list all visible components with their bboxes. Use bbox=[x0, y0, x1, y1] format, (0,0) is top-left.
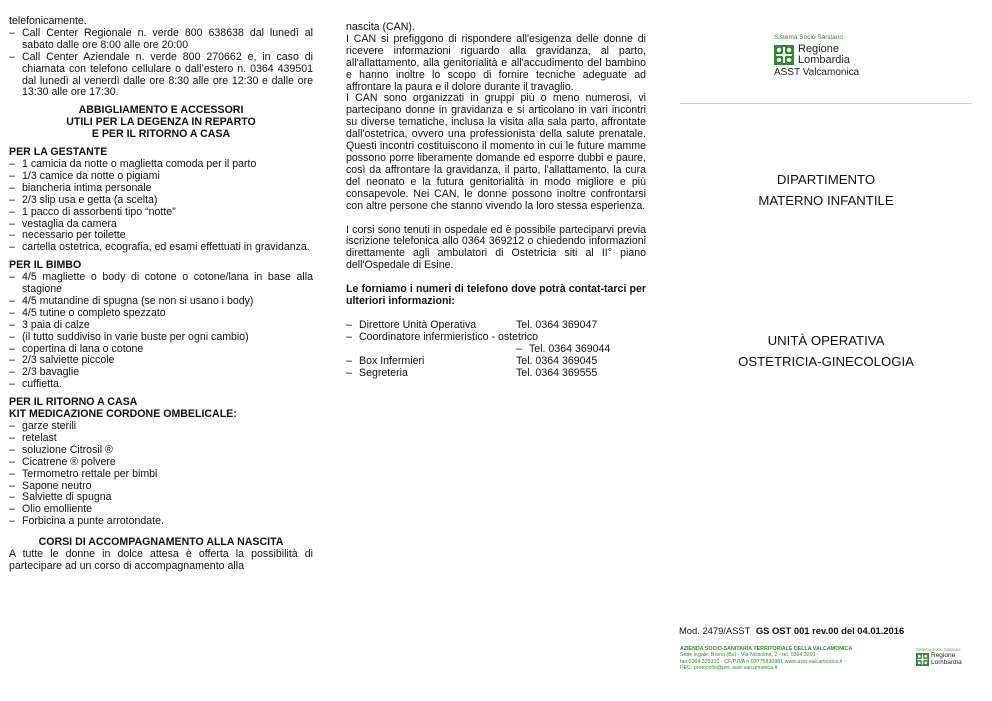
title-line: OSTETRICIA-GINECOLOGIA bbox=[738, 354, 914, 369]
system-label: Sistema Socio Sanitario bbox=[916, 647, 961, 652]
list-item: – 2/3 salviette piccole bbox=[9, 355, 313, 367]
module-code bbox=[679, 625, 904, 637]
list-item: – Call Center Aziendale n. verde 800 270662 e, in caso di chiamata con telefono cellulare o dall’estero n. 0364 439501 dal lunedì al venerdì dalle ore 8:30 alle ore 12:30 e dalle ore 13:30 alle ore 17:30. bbox=[9, 52, 313, 100]
region-name bbox=[798, 44, 850, 66]
phone-row bbox=[346, 356, 646, 368]
department-title bbox=[678, 169, 974, 211]
asst-name: ASST Valcamonica bbox=[774, 67, 860, 78]
phone-number: Tel. 0364 369045 bbox=[516, 354, 598, 367]
heading-line: UTILI PER LA DEGENZA IN REPARTO bbox=[66, 116, 256, 129]
divider bbox=[680, 103, 972, 104]
phone-row bbox=[346, 344, 646, 356]
region-line: Regione bbox=[798, 43, 839, 55]
call-center-list bbox=[9, 28, 313, 99]
paragraph: I CAN sono organizzati in gruppi più o meno numerosi, vi partecipano donne in gravidanza e si articolano in vari incontri su diverse tematiche, inclusa la visita alla sala parto, affrontate dall'ostetrica, ovvero una professionista della salute prenatale. Questi incontri costituiscono il momento in cui le future mamme possono porre liberamente domande ed esporre dubbi e paure, così da affrontare la gravidanza, il parto, l'allattamento, la cura del neonato e la futura genitorialità in modo migliore e più consapevole. Nei CAN, le donne possono inoltre confrontarsi con altre persone che stanno vivendo la loro stessa esperienza. bbox=[346, 92, 646, 212]
paragraph: nascita (CAN). bbox=[346, 21, 415, 33]
intro-fragment: telefonicamente. bbox=[9, 15, 87, 27]
kit-list bbox=[9, 421, 313, 528]
region-name bbox=[931, 653, 962, 666]
phones-list bbox=[346, 320, 646, 380]
list-item: – 4/5 tutine o completo spezzato bbox=[9, 308, 313, 320]
heading-line: ABBIGLIAMENTO E ACCESSORI bbox=[78, 104, 244, 117]
lombardia-rose-icon bbox=[916, 653, 929, 666]
phone-label: – Box Infermieri bbox=[359, 354, 425, 367]
phone-number: Tel. 0364 369044 bbox=[529, 342, 611, 355]
list-item: – 3 paia di calze bbox=[9, 320, 313, 332]
title-line: UNITÀ OPERATIVA bbox=[767, 333, 885, 348]
title-line: DIPARTIMENTO bbox=[776, 172, 876, 187]
list-item: – 1 pacco di assorbenti tipo “notte” bbox=[9, 207, 313, 219]
corsi-heading: CORSI DI ACCOMPAGNAMENTO ALLA NASCITA bbox=[38, 536, 284, 549]
phones-heading: Le forniamo i numeri di telefono dove potrà contat-tarci per ulteriori informazioni: bbox=[346, 283, 646, 308]
heading-line: E PER IL RITORNO A CASA bbox=[91, 128, 231, 141]
list-item: – copertina di lana o cotone bbox=[9, 344, 313, 356]
system-label: Sistema Socio Sanitario bbox=[774, 34, 844, 41]
list-item: – 2/3 slip usa e getta (a scelta) bbox=[9, 195, 313, 207]
list-item: – 4/5 mutandine di spugna (se non si usano i body) bbox=[9, 296, 313, 308]
module-prefix: Mod. 2479/ASST bbox=[679, 625, 751, 636]
list-item: – vestaglia da camera bbox=[9, 219, 313, 231]
cover-panel bbox=[678, 0, 974, 701]
bimbo-heading: PER IL BIMBO bbox=[9, 259, 82, 272]
list-item: – Cicatrene ® polvere bbox=[9, 457, 313, 469]
left-panel bbox=[9, 16, 313, 573]
lombardia-rose-icon bbox=[774, 45, 794, 65]
list-item: – Sapone neutro bbox=[9, 481, 313, 493]
list-item: – biancheria intima personale bbox=[9, 183, 313, 195]
paragraph: I CAN si prefiggono di rispondere all'esigenza delle donne di ricevere informazioni riguardo alla gravidanza, al parto, all'allattamento, alla genitorialità e all'accudimento del bambino e hanno inoltre lo scopo di fornire tecniche adeguate ad affrontare la paura e il dolore durante il travaglio. bbox=[346, 32, 646, 93]
list-item: – soluzione Citrosil ® bbox=[9, 445, 313, 457]
list-item: – 4/5 magliette o body di cotone o cotone/lana in base alla stagione bbox=[9, 272, 313, 296]
phone-number: Tel. 0364 369555 bbox=[516, 366, 598, 379]
paragraph: I corsi sono tenuti in ospedale ed è possibile parteciparvi previa iscrizione telefonica allo 0364 369212 o chiedendo informazioni direttamente agli ambulatori di Ostetricia siti al II° piano dell'Ospedale di Esine. bbox=[346, 223, 646, 272]
region-line: Lombardia bbox=[798, 54, 850, 66]
gestante-list bbox=[9, 159, 313, 254]
region-line: Regione bbox=[931, 652, 956, 659]
list-item: – Salviette di spugna bbox=[9, 492, 313, 504]
footer-line: fax 0364.329310 - CF/P.IVA n.03775830981 www.asst-valcamonica.it bbox=[680, 658, 843, 665]
gestante-heading: PER LA GESTANTE bbox=[9, 146, 108, 159]
small-region-logo bbox=[916, 647, 976, 666]
list-item: – (il tutto suddiviso in varie buste per ogni cambio) bbox=[9, 332, 313, 344]
region-line: Lombardia bbox=[931, 658, 962, 666]
unit-title bbox=[678, 330, 974, 372]
list-item: – cartella ostetrica, ecografia, ed esami effettuati in gravidanza. bbox=[9, 242, 313, 254]
footer-line: AZIENDA SOCIO-SANITARIA TERRITORIALE DELLA VALCAMONICA bbox=[680, 646, 853, 652]
title-line: MATERNO INFANTILE bbox=[758, 193, 894, 208]
phone-label: – Segreteria bbox=[359, 366, 408, 379]
list-item: – 1/3 camice da notte o pigiami bbox=[9, 171, 313, 183]
phone-label: Coordinatore infermieristico - ostetrico bbox=[359, 330, 538, 343]
footer-line: PEC: protocollo@pec.asst-valcamonica.it bbox=[680, 665, 778, 672]
list-item: – 2/3 bavaglie bbox=[9, 367, 313, 379]
corsi-paragraph: A tutte le donne in dolce attesa è offerta la possibilità di partecipare ad un corso di accompagnamento alla bbox=[9, 548, 313, 572]
list-item: – garze sterili bbox=[9, 421, 313, 433]
module-revision: GS OST 001 rev.00 del 04.01.2016 bbox=[755, 625, 905, 636]
list-item: – Olio emolliente bbox=[9, 504, 313, 516]
heading-line: PER IL RITORNO A CASA bbox=[9, 396, 138, 409]
asst-logo bbox=[774, 34, 904, 79]
list-item: – Call Center Regionale n. verde 800 638638 dal lunedì al sabato dalle ore 8:00 alle ore 20:00 bbox=[9, 28, 313, 52]
list-item: – Forbicina a punte arrotondate. bbox=[9, 516, 313, 528]
middle-panel bbox=[346, 22, 646, 379]
list-item: – 1 camicia da notte o maglietta comoda per il parto bbox=[9, 159, 313, 171]
phone-label: – Direttore Unità Operativa bbox=[359, 318, 477, 331]
list-item: – retelast bbox=[9, 433, 313, 445]
heading-line: KIT MEDICAZIONE CORDONE OMBELICALE: bbox=[9, 408, 237, 421]
list-item: – cuffietta. bbox=[9, 379, 313, 391]
phone-row bbox=[346, 368, 646, 380]
bimbo-list bbox=[9, 272, 313, 391]
ritorno-heading bbox=[9, 397, 313, 421]
company-footer bbox=[680, 646, 920, 672]
list-item: – Termometro rettale per bimbi bbox=[9, 469, 313, 481]
list-item: – necessario per toilette bbox=[9, 230, 313, 242]
footer-line: Sede legale: Breno (Bs) - Via Nissolina, 2 - tel. 0364.3291 - bbox=[680, 652, 819, 659]
phone-number: Tel. 0364 369047 bbox=[516, 318, 598, 331]
abbigliamento-heading bbox=[9, 105, 313, 141]
